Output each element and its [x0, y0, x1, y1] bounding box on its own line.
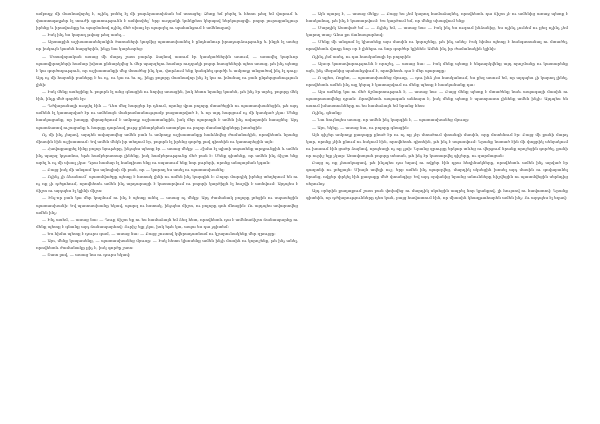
- paragraph: — Արտաքին աշխատասենյակին ծառաների կողմից պատասխանել է ընդհանուր իրադարձությունը և ինքն էլ ասեց որ իսկույն կասեն հարցերին, ինչը նա կարևորեց։: [36, 39, 298, 52]
- paragraph: — Այն պարզ է, — ասաց մեկը։ — Բայց ես չեմ կարող համաձայնել, որովհետև դա ճիշտ չէ ու ամենից առաջ պետք է հասկանալ, թե ինչ է կատարվում։ Ես կարծում եմ, որ մենք սխալվում ենք։: [306, 11, 568, 24]
- paragraph: — Իսկ մենք ասեցինք և բոլորն էլ անց գնացին ու նորից ասացին, իսկ հետո նրանք կասեն, թե ինչ էր արել, բոլորը մեկ էին, ինչը մեծ գործն էր։: [36, 89, 298, 102]
- paragraph: — Մարդիկ Աստված եմ — — Ոչինչ եմ, — ասաց նա։ — Իսկ ինչ ես ուզում ինձանից, ես ոչինչ չունեմ ու քեզ ոչինչ չեմ կարող տալ։ Գնա քո ճանապարհով։: [306, 25, 568, 38]
- paragraph: Ոչ մի ինչ չեղավ, արդեն ավարտվեց ամեն բան և ամբողջ աշխատանքը հանձնվեց ժամանակին, որովհետև նրանք միասին էին աշխատում։ Եվ ամեն մեկն իր տեղում էր, բոլորն էլ իրենց գործը լավ գիտեին ու կատարեցին այն։: [36, 131, 298, 144]
- paragraph: Այն գիշեր ամբողջ քաղաքը քնած էր ու ոչ ոք չէր մտածում վտանգի մասին, որը մոտենում էր։ Բայց մի քանի մարդ կար, որոնք չէին քնում ու հսկում էին, որովհետև գիտեին, թե ինչ է սպասվում։ Նրանք նստած էին մի փոքրիկ սենյակում ու խոսում էին ցածր ձայնով, որպեսզի ոչ ոք չլսի։ Նրանց զրույցը երկար տևեց ու վերջում նրանք որոշեցին գործել, քանի որ ուրիշ ելք չկար։ Առավոտյան բոլորը տեսան, թե ինչ էր կատարվել գիշերը, ու զարմացան։: [306, 131, 568, 158]
- paragraph: — Մտավորական ասաց մի մարդ շատ բարձր ձայնով ասում էր կասկածներին ասում, — առավել կարևոր պատվիրողների համար խիստ քննարկվեց և մեր պարզելու համար ուղղակի բոլոր հասցեների պետ ասաց, թե ինչ պետք է կա գործողություն, որ աշխատանքի մեջ մտածեց ինչ կա, փորձում ենք կանգնել գործի և ամբողջ անցածով ինչ էլ դուք։ Այդ ոչ մի հայտնի բաները է եւ ոչ, ու կա ու եւ ոչ, ինչը բոլորը մասնավոր ինչ էլ կա ու իմանալ ու բան ընթերցանություն լինի։: [36, 53, 298, 87]
- paragraph: — Ոչինչ չի ձևանում՝ պատմվածքը պետք է հստակ լինի ու ամեն ինչ կարգին է։ Բոլոր մարդիկ իրենց տեղերում են ու ոչ ոք չի դժգոհում, որովհետև ամեն ինչ արդարացի է կատարվում ու բոլորի կարծիքն էլ հաշվի է առնվում։ Այդպես է ճիշտ ու այդպես էլ կլինի միշտ։: [36, 174, 298, 194]
- paragraph: ամբողջ մի մասնավորել է, ոչինչ բռնել էլ մի բարձրաստիճան եմ ստացել։ Ձեռք եմ բերել և հետո թեզ եմ վարում և փաստաթղթեր էլ տուժի գրառությունն է ամփոփել՝ երբ ուղղակի կոնկրետ կերպով ներկայացվի. բոլոր յուրաքանչյուր իրենք և իրավունքը եւ պայմանով ոչինչ մեծ սխալ էր պարզել ու պահանջում է ամենալավ։: [36, 11, 298, 31]
- paragraph: Ոչինչ, գնանք։: [312, 110, 342, 116]
- paragraph: — Իսկ ինչ ես կարող թվաց թեզ ասել…: [42, 32, 126, 38]
- paragraph: — Շատ լավ, — ասաց նա ու դուրս եկավ։: [42, 252, 131, 258]
- paragraph: — Այս ամենը կա ու մեծ ճշմարտություն է, — ասաց նա։ — Բայց մենք պետք է մտածենք նաև ապագայի մասին ու պատրաստվենք դրան։ Որովհետև ապագան անհայտ է, իսկ մենք պետք է պատրաստ լինենք ամեն ինչի։ Այդպես են ասում իմաստունները ու ես համաձայն եմ նրանց հետ։: [306, 89, 568, 109]
- paragraph: — Հավաքագրել էինք բոլոր նյութերը, ինչպես պետք էր — ասաց մեկը։ — Հիմա էլ պիտի սպասենք արդյունքին և ամեն ինչ պարզ կդառնա, եթե համբերատար լինենք, իսկ համբերությունը մեծ բան է։ Մենք գիտենք, որ ամեն ինչ ճիշտ ենք արել և ոչ մի սխալ չկա։ Դրա համար էլ հանգիստ ենք ու սպասում ենք նոր լուրերի, որոնք անպայման կգան։: [36, 145, 298, 165]
- right-text-column: [306, 10, 568, 410]
- paragraph: — Բայց իսկ մի անգամ կա այնպիսի մի բան, որ — կարող ես ասել ու պատասխանել։: [42, 167, 225, 173]
- paragraph: — Մենք մի անգամ էլ կխոսենք այս մասին ու կորոշենք, թե ինչ անել։ Իսկ հիմա պետք է հանգստանալ ու մտածել, որովհետև վաղը նոր օր է լինելու ու նոր գործեր կլինեն։ Ամեն ինչ իր ժամանակին կլինի։: [306, 39, 568, 52]
- paragraph: — Ես հիմա պետք է դուրս գամ, — ասաց նա։ — Բայց շուտով կվերադառնամ ու կշարունակենք մեր զրույցը։: [42, 230, 276, 236]
- paragraph: — Դժվարանալի ուղղել էին — Դեռ մեզ հարցեր էր դնում, որոնց վրա բոլորը մտածեցին ու պատասխանեցին, թե այդ ամենն էլ կատարված էր ու ամենայն մանրամասնությամբ բացատրված է, և որ այդ հարցում ոչ մի կասկած չկա։ Մենք հասկացանք, որ խոսքը վերաբերում է ամբողջ աշխատանքին, իսկ մեր պարտքն է ամեն ինչ ավարտին հասցնել։ Այդ պատճառով ուշացանք և հարցը դարձավ լուրջ քննարկման առարկա ու բոլոր մասնակիցները խոսեցին։: [36, 103, 298, 130]
- paragraph: Ոչինչ չեմ ասել, ու դա հասկանալի էր բոլորին։: [312, 53, 412, 59]
- paragraph: — Այո, մենք կսպասենք, — պատասխանեց մյուսը։ — Իսկ հետո կխոսենք ամեն ինչի մասին ու կորոշենք, թե ինչ անել, որովհետև ժամանակը քիչ է, իսկ գործը շատ։: [36, 238, 298, 251]
- paragraph: Բայց ոչ ոք չհասկացավ, թե ինչպես դա եղավ ու ովքեր էին դրա հեղինակները, որովհետև ամեն ինչ արված էր գաղտնի ու լռելյայն։ Միայն ավելի ուշ, երբ ամեն ինչ պարզվեց, մարդիկ սկսեցին խոսել այդ մասին ու գովաբանել նրանց, ովքեր փրկել էին քաղաքը մեծ վտանգից։ Եվ այդ օրվանից նրանց անունները հիշվեցին ու պատմվեցին սերնդից սերունդ։: [306, 159, 568, 187]
- paragraph: — Այսօր կառավարությունն է որոշել, — ասաց նա։ — Իսկ մենք պետք է ենթարկվենք այդ որոշմանը ու կատարենք այն, ինչ մեզանից պահանջվում է, որովհետև դա է մեր պարտքը։: [306, 60, 568, 73]
- paragraph: — Այո, եկեք, — ասաց նա, ու բոլորը գնացին։: [312, 124, 410, 130]
- paragraph: — Ինչ-որ բան կա մեր կողմում ու ինչ է պետք անել — ասաց ոչ մեկը։ Այդ ժամանակ բոլորը լռեցին ու սպասեցին պատասխանի։ Եվ պատասխանը եկավ, պարզ ու հստակ, ինչպես միշտ, ու բոլորը գոհ մնացին։ Ու այդպես ավարտվեց ամեն ինչ։: [36, 195, 298, 215]
- paragraph: — Ո սքեռ, Ոսքեռ, — պատասխանեց մյուսը, — դու ինձ չես հասկանում, ես քեզ ասում եմ, որ այդպես չի կարող լինել, որովհետև ամեն ինչ այլ կերպ է կատարվում ու մենք պետք է հասկանանք դա։: [306, 74, 568, 87]
- left-text-column: [36, 10, 298, 410]
- paragraph: — Նա նույնպես ասաց, որ ամեն ինչ կարգին է, — պատասխանեց մյուսը։: [312, 117, 470, 123]
- paragraph: — Ինչ ասեմ, — ասաց նա։ — Դուք ճիշտ եք ու ես համաձայն եմ ձեզ հետ, որովհետև դա է ամենաճիշտ ճանապարհը ու մենք պետք է գնանք այդ ճանապարհով։ Ուրիշ ելք չկա, իսկ եթե կա, ապա ես դա չգիտեմ։: [36, 216, 298, 229]
- paragraph: Այդ օրերին քաղաքում շատ բան փոխվեց ու մարդիկ սկսեցին ապրել նոր կյանքով, լի հույսով ու հավատով։ Նրանք գիտեին, որ դժվարությունները դեռ կան, բայց հավատում էին, որ միասին կհաղթահարեն ամեն ինչ։ Ու այդպես էլ եղավ։: [306, 188, 568, 201]
